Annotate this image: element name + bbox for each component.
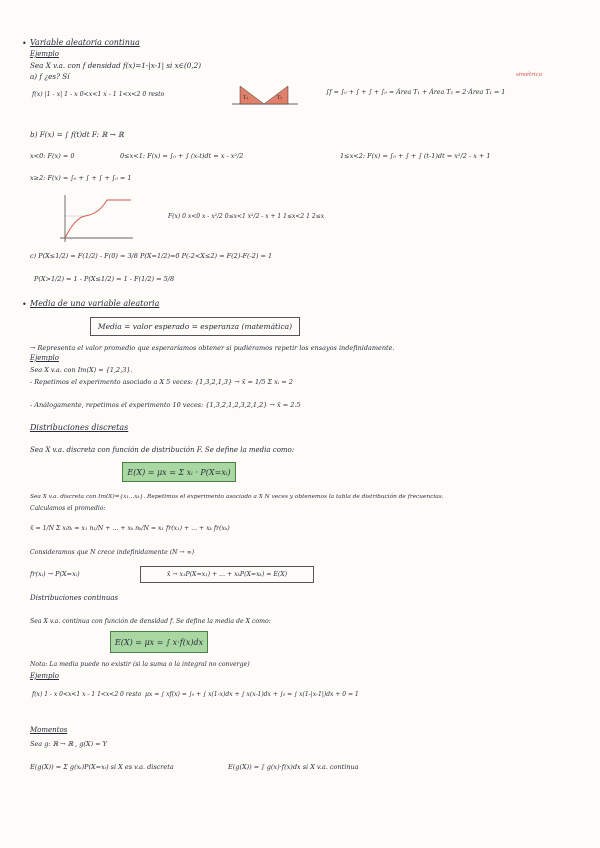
text-line: c) P(X≤1/2) = F(1/2) - F(0) = 3/8 P(X=1/2)=0 P(-2<X≤2) = F(2)-F(-2) = 1: [30, 252, 273, 260]
text-line: P(X>1/2) = 1 - P(X≤1/2) = 1 - F(1/2) = 5/8: [34, 275, 175, 283]
section-title: Media de una variable aleatoria: [30, 299, 160, 308]
limit-box: x̄ → x₁P(X=x₁) + ... + xₖP(X=xₖ) = E(X): [140, 566, 314, 583]
text-line: Sea X v.a. con Im(X) = {1,2,3}.: [30, 366, 133, 374]
section-title: Momentos: [30, 726, 68, 734]
case: x≥2: F(x) = ∫₀ + ∫ + ∫ + ∫₀ = 1: [30, 174, 132, 182]
text-line: Sea X v.a. con f densidad f(x)=1-|x-1| si x∈(0,2): [30, 61, 202, 70]
text-line: fr(xᵢ) → P(X=xᵢ): [30, 570, 80, 578]
text-line: E(g(X)) = Σ g(xᵢ)P(X=xᵢ) si X es v.a. discreta: [30, 763, 174, 771]
note: simétrico: [516, 72, 543, 78]
text-line: - Repetimos el experimento asociado a X 5 veces: {1,3,2,1,3} → x̄ = 1/5 Σ xᵢ = 2: [30, 378, 293, 386]
text-line: Sea X v.a. continua con función de densidad f. Se define la media de X como:: [30, 618, 271, 625]
text-line: Consideramos que N crece indefinidamente (N → ∞): [30, 549, 195, 556]
text-line: Nota: La media puede no existir (si la suma o la integral no converge): [30, 661, 250, 668]
area-eq: ∫f = ∫₀ + ∫ + ∫ + ∫₀ = Área T₁ + Área T₂ = 2·Área T₁ = 1: [326, 89, 506, 96]
example-label: Ejemplo: [30, 354, 59, 362]
text-line: - Análogamente, repetimos el experimento 10 veces: {1,3,2,1,2,3,2,1,2} → x̄ = 2.5: [30, 401, 301, 409]
formula-box: E(X) = μx = Σ xᵢ · P(X=xᵢ): [122, 462, 236, 482]
example-label: Ejemplo: [30, 672, 59, 680]
section-title: Distribuciones discretas: [30, 423, 129, 432]
case: 1≤x<2: F(x) = ∫₀ + ∫ + ∫ (t-1)dt = x²/2 - x + 1: [340, 152, 491, 160]
cdf-def: F(x) 0 x<0 x - x²/2 0≤x<1 x²/2 - x + 1 1≤x<2 1 2≤x: [168, 213, 325, 220]
text-line: → Representa el valor promedio que esperaríamos obtener si pudiéramos repetir los ensayos indefinidamente.: [30, 344, 395, 352]
subheading: Distribuciones continuas: [30, 594, 119, 602]
case: x<0: F(x) = 0: [30, 152, 75, 160]
svg-text:T₂: T₂: [277, 95, 283, 101]
cdf-sketch: [55, 190, 135, 245]
svg-text:T₁: T₁: [243, 95, 249, 101]
section-title: Variable aleatoria continua: [30, 38, 140, 47]
density-sketch: [230, 74, 300, 114]
text-line: Sea X v.a. discreta con función de distribución F. Se define la media como:: [30, 446, 295, 454]
text-line: Sea X v.a. discreta con Im(X)={x₁...xₖ}. Repetimos el experimento asociado a X N veces y obtenemos la tabla de distribución de frecuencias.: [30, 494, 444, 500]
text-line: b) F(x) = ∫ f(t)dt F: ℝ → ℝ: [30, 130, 124, 139]
text-line: E(g(X)) = ∫ g(x)·f(x)dx si X v.a. continua: [228, 763, 359, 771]
piecewise: f(x) |1 - x| 1 - x 0<x<1 x - 1 1<x<2 0 resto: [32, 91, 165, 98]
definition-box: Media = valor esperado = esperanza (matemática): [90, 317, 300, 336]
text-line: Sea g: ℝ → ℝ , g(X) = Y: [30, 740, 107, 748]
text-line: x̄ = 1/N Σ xᵢnᵢ = x₁ n₁/N + ... + xₖ nₖ/N = x₁ fr(x₁) + ... + xₖ fr(xₖ): [30, 525, 230, 532]
case: 0≤x<1: F(x) = ∫₀ + ∫ (x-t)dt = x - x²/2: [120, 152, 244, 160]
formula-box: E(X) = μx = ∫ x·f(x)dx: [110, 631, 208, 653]
piecewise: f(x) 1 - x 0<x<1 x - 1 1<x<2 0 resto: [32, 691, 142, 698]
text-line: a) f ¿es? Sí: [30, 72, 70, 81]
text-line: Calculamos el promedio:: [30, 505, 106, 512]
example-label: Ejemplo: [30, 50, 59, 58]
text-line: μx = ∫ xf(x) = ∫₀ + ∫ x(1-x)dx + ∫ x(x-1)dx + ∫₀ = ∫ x(1-|x-1|)dx + 0 = 1: [145, 691, 359, 698]
